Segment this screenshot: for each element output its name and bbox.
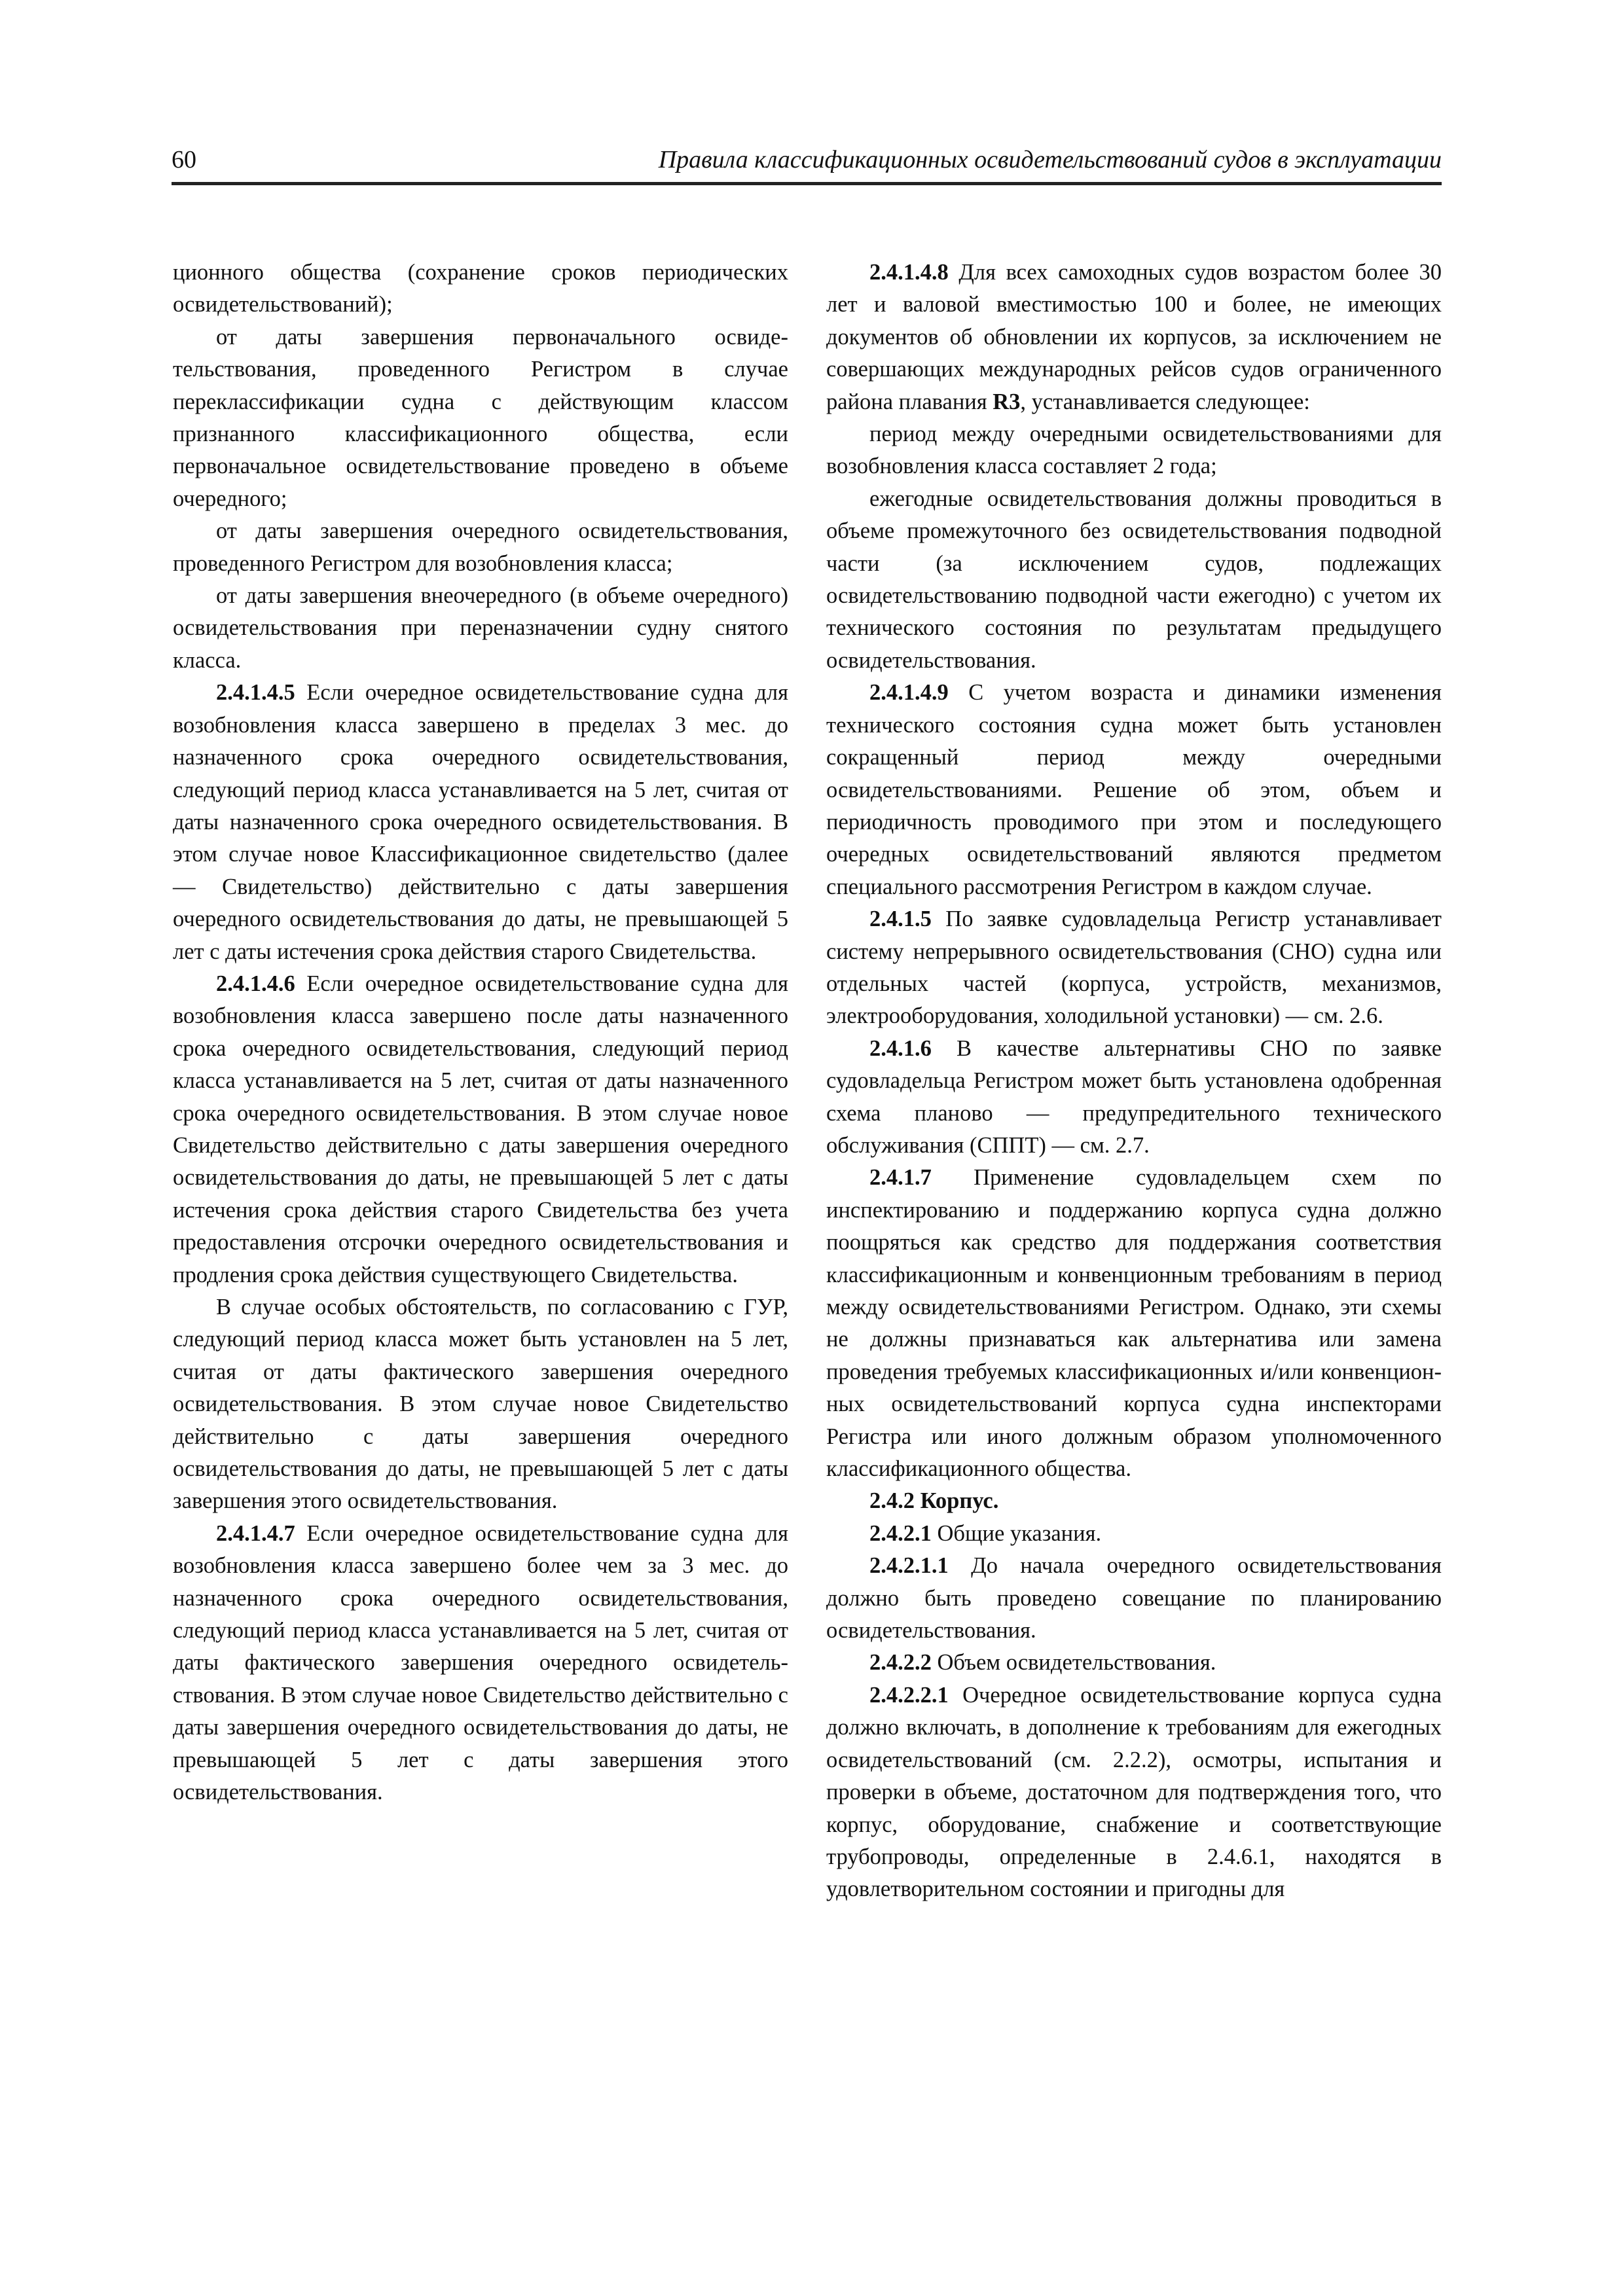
paragraph-text: Очередное освидетельствование корпуса судна должно включать, в дополнение к требованиям для ежегодных освидетельствований (см. 2.2.2), осмотры, испытания и проверки в объеме, достаточном для подтверждения того, что корпус, оборудование, снабжение и соответствующие трубопроводы, определенные в 2.4.6.1, находятся в удовлетворительном состоянии и пригодны для [826, 1682, 1442, 1902]
clause-number: 2.4.1.4.6 [216, 971, 295, 996]
paragraph [173, 677, 788, 968]
clause-number: 2.4.2.1.1 [869, 1553, 949, 1579]
paragraph [826, 1162, 1442, 1485]
left-column [173, 257, 788, 1809]
paragraph [173, 321, 788, 515]
clause-number: 2.4.1.7 [869, 1165, 932, 1191]
paragraph-text: Если очередное освидетельствование судна для возобновления класса завершено после даты назначенного срока очередного освидетельствования, следующий период класса устанавливается на 5 лет, считая от даты назначенного срока очередного освидетельствования. В этом случае новое Свидетельство действительно с даты завершения очередного освидетельствования до даты, не превышающей 5 лет с даты истечения срока действия старого Свидетельства без учета предоставления отсрочки очередного освидетельствования и продления срока действия существующего Свидетельства. [173, 971, 789, 1287]
paragraph [826, 1550, 1442, 1647]
paragraph-text: До начала очередного освидетельствования должно быть проведено совещание по планированию освидетельствования. [826, 1553, 1442, 1643]
clause-number: 2.4.1.4.8 [869, 260, 949, 285]
section-heading [826, 1485, 1442, 1517]
clause-number: 2.4.1.4.9 [869, 680, 949, 706]
clause-number: 2.4.2.2 [869, 1650, 932, 1676]
running-title: Правила классификационных освидетельствований судов в эксплуатации [658, 146, 1442, 173]
page-number: 60 [172, 146, 196, 173]
paragraph [826, 903, 1442, 1033]
paragraph-text: ежегодные освидетельствования должны проводиться в объеме промежуточного без освидетельствования подводной части (за исключением судов, подлежащих освидетельствованию подводной части ежегодно) с учетом их технического состояния по результатам предыдущего освидетельствования. [826, 486, 1442, 673]
paragraph-text: Если очередное освидетельствование судна для возобновления класса завершено более чем за 3 мес. до назначенного срока очередного освидетельствования, следующий период класса устанавливается на 5 лет, считая от даты фактического завершения очередного освидетельствования. В этом случае новое Свидетельство действительно с даты завершения очередного освидетельствования до даты, не превышающей 5 лет с даты завершения этого освидетельствования. [173, 1520, 789, 1805]
paragraph-text: период между очередными освидетельствованиями для возобновления класса составляет 2 года; [826, 422, 1442, 479]
right-column [826, 257, 1442, 1906]
paragraph [173, 515, 788, 580]
paragraph-text: В качестве альтернативы СНО по заявке судовладельца Регистром может быть установлена одобренная схема планово — предупредительного технического обслуживания (СППТ) — см. 2.7. [826, 1035, 1442, 1158]
page-header [172, 143, 1442, 185]
paragraph [826, 418, 1442, 483]
paragraph [826, 483, 1442, 677]
clause-number: 2.4.1.4.5 [216, 680, 295, 706]
paragraph-text: Объем освидетельствования. [937, 1650, 1216, 1676]
paragraph [173, 580, 788, 677]
paragraph-text: Если очередное освидетельствование судна для возобновления класса завершено в пределах 3 мес. до назначенного срока очередного освидетельствования, следующий период класса устанавливается на 5 лет, считая от даты назначенного срока очередного освидетельствования. В этом случае новое Классификационное свидетельство (далее — Свидетельство) действительно с даты завершения очередного освидетельствования до даты, не превышающей 5 лет с даты истечения срока действия старого Свидетельства. [173, 680, 789, 964]
paragraph-text: Применение судовладельцем схем по инспектированию и поддержанию корпуса судна должно поощряться как средство для поддержания соответствия классификационным и конвенционным требованиям в период между освидетельствованиями Регистром. Однако, эти схемы не должны признаваться как альтернатива или замена проведения требуемых классификационных и/или конвенционных освидетельствований корпуса судна инспекторами Регистра или иного должным образом уполномоченного классификационного общества. [826, 1165, 1442, 1482]
region-code: R3 [993, 389, 1021, 414]
section-title: 2.4.2 Корпус. [869, 1488, 999, 1514]
clause-number: 2.4.2.2.1 [869, 1682, 949, 1708]
paragraph-text: Общие указания. [937, 1520, 1102, 1546]
paragraph-text: С учетом возраста и динамики изменения технического состояния судна может быть установлен сокращенный период между очередными освидетельствованиями. Решение об этом, объем и периодичность проводимого при этом и последующего очередных освидетельствований являются предметом специального рассмотрения Регистром в каждом случае. [826, 680, 1442, 899]
paragraph [826, 257, 1442, 418]
paragraph-text: ционного общества (сохранение сроков периодических освидетельствований); [173, 260, 788, 317]
paragraph-text: В случае особых обстоятельств, по согласованию с ГУР, следующий период класса может быть установлен на 5 лет, считая от даты фактического завершения очередного освидетельствования. В этом случае новое Свидетельство действительно с даты завершения очередного освидетельствования до даты, не превышающей 5 лет с даты завершения этого освидетельствования. [173, 1295, 788, 1514]
paragraph-text: Для всех самоходных судов возрастом более 30 лет и валовой вместимостью 100 и более, не имеющих документов об обновлении их корпусов, за исключением не совершающих международных рейсов судов ограниченного района плавания [826, 260, 1442, 414]
clause-number: 2.4.1.6 [869, 1035, 932, 1061]
paragraph [826, 677, 1442, 903]
paragraph-text: от даты завершения первоначального освидетельствования, проведенного Регистром в случае переклассификации судна с действующим классом признанного классификационного общества, если первоначальное освидетельствование проведено в объеме очередного; [173, 324, 788, 511]
paragraph [826, 1518, 1442, 1550]
paragraph [173, 1518, 788, 1809]
paragraph-text: По заявке судовладельца Регистр устанавливает систему непрерывного освидетельствования (СНО) судна или отдельных частей (корпуса, устройств, механизмов, электрооборудования, холодильной установки) — см. 2.6. [826, 906, 1442, 1029]
paragraph [826, 1679, 1442, 1906]
paragraph [826, 1033, 1442, 1162]
paragraph-text: , устанавливается следующее: [1020, 389, 1310, 414]
paragraph-text: от даты завершения внеочередного (в объеме очередного) освидетельствования при переназначении судну снятого класса. [173, 583, 788, 673]
paragraph [173, 257, 788, 321]
clause-number: 2.4.2.1 [869, 1520, 932, 1546]
clause-number: 2.4.1.5 [869, 906, 932, 932]
clause-number: 2.4.1.4.7 [216, 1520, 295, 1546]
paragraph [173, 968, 788, 1291]
paragraph-text: от даты завершения очередного освидетельствования, проведенного Регистром для возобновления класса; [173, 518, 788, 576]
paragraph [173, 1291, 788, 1518]
paragraph [826, 1647, 1442, 1679]
